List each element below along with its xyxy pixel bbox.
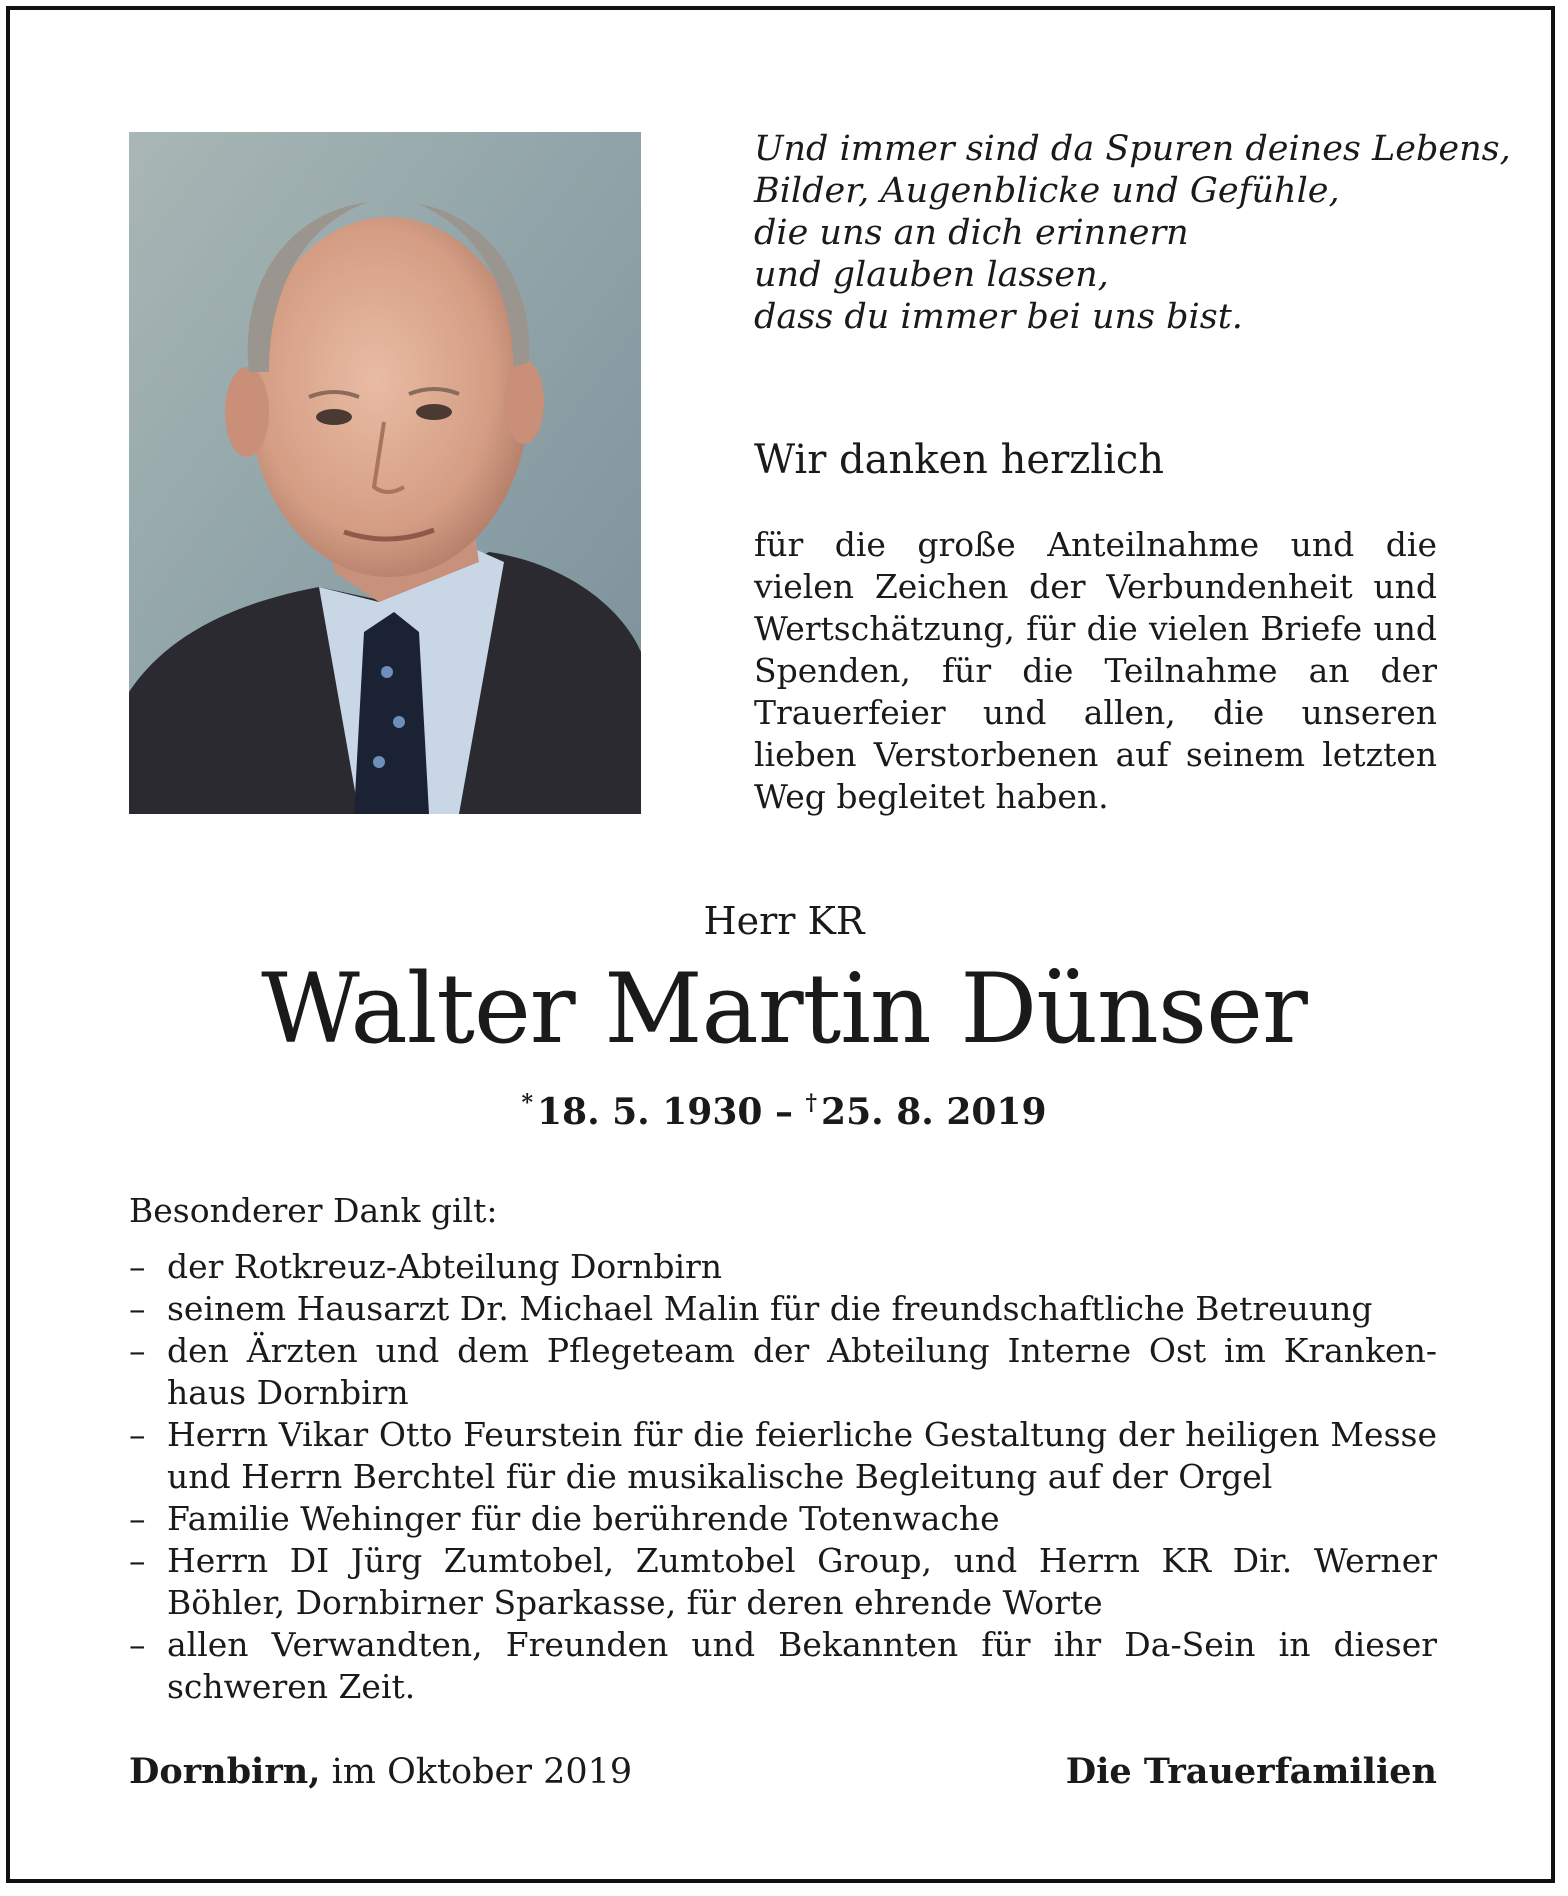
- deceased-name: Walter Martin Dünser: [261, 953, 1307, 1065]
- poem-line: und glauben lassen,: [754, 255, 1109, 295]
- poem-line: Bilder, Augenblicke und Gefühle,: [754, 171, 1340, 211]
- portrait-photo: [129, 132, 641, 814]
- birth-date: 18. 5. 1930: [536, 1091, 763, 1133]
- death-date: 25. 8. 2019: [821, 1091, 1047, 1133]
- honorific-title: Herr KR: [703, 899, 865, 943]
- list-dash: –: [129, 1625, 146, 1664]
- list-item-text: allen Verwandten, Freunden und Bekannten für ihr Da-Sein in dieser schweren Zeit.: [167, 1625, 1437, 1706]
- list-item: [129, 1540, 1437, 1624]
- list-item: [129, 1330, 1437, 1414]
- footer-place: Dornbirn,: [129, 1751, 321, 1792]
- list-dash: –: [129, 1499, 146, 1538]
- list-item-text: seinem Hausarzt Dr. Michael Malin für die freundschaftliche Betreuung: [167, 1289, 1373, 1328]
- poem-line: die uns an dich erinnern: [754, 213, 1189, 253]
- list-item: [129, 1624, 1437, 1708]
- list-item-text: der Rotkreuz-Abteilung Dornbirn: [167, 1247, 723, 1286]
- special-thanks-list: [129, 1246, 1437, 1708]
- list-item-text: Herrn DI Jürg Zumtobel, Zumtobel Group, und Herrn KR Dir. Werner Böhler, Dornbirner Sparkasse, für deren ehrende Worte: [167, 1541, 1437, 1622]
- death-symbol: †: [805, 1090, 818, 1116]
- list-dash: –: [129, 1541, 146, 1580]
- date-separator: –: [762, 1091, 806, 1133]
- footer-date: im Oktober 2019: [320, 1752, 633, 1792]
- footer-place-date: [129, 1750, 632, 1794]
- list-item: [129, 1498, 1437, 1540]
- list-item-text: den Ärzten und dem Pflegeteam der Abteilung Interne Ost im Kranken-haus Dornbirn: [167, 1331, 1437, 1412]
- list-dash: –: [129, 1415, 146, 1454]
- list-dash: –: [129, 1331, 146, 1370]
- poem-line: dass du immer bei uns bist.: [754, 297, 1243, 337]
- list-dash: –: [129, 1289, 146, 1328]
- footer-signature: Die Trauerfamilien: [1065, 1751, 1437, 1792]
- list-dash: –: [129, 1247, 146, 1286]
- list-item-text: Familie Wehinger für die berührende Totenwache: [167, 1499, 1000, 1538]
- list-item-text: Herrn Vikar Otto Feurstein für die feierliche Gestaltung der heiligen Messe und Herrn Berchtel für die musikalische Begleitung auf der Orgel: [167, 1415, 1437, 1496]
- thanks-body: für die große Anteilnahme und die vielen Zeichen der Verbundenheit und Wertschätzung, für die vielen Briefe und Spenden, für die Teilnahme an der Trauerfeier und allen, die unseren lieben Verstorbenen auf seinem letzten Weg begleitet haben.: [754, 525, 1437, 816]
- list-item: [129, 1288, 1437, 1330]
- list-item: [129, 1414, 1437, 1498]
- poem-line: Und immer sind da Spuren deines Lebens,: [754, 129, 1511, 169]
- special-thanks-title: Besonderer Dank gilt:: [129, 1191, 498, 1230]
- list-item: [129, 1246, 1437, 1288]
- life-dates: [0, 1080, 1568, 1135]
- memorial-poem: [754, 128, 1511, 338]
- thanks-heading: Wir danken herzlich: [754, 437, 1165, 483]
- birth-symbol: *: [521, 1090, 533, 1116]
